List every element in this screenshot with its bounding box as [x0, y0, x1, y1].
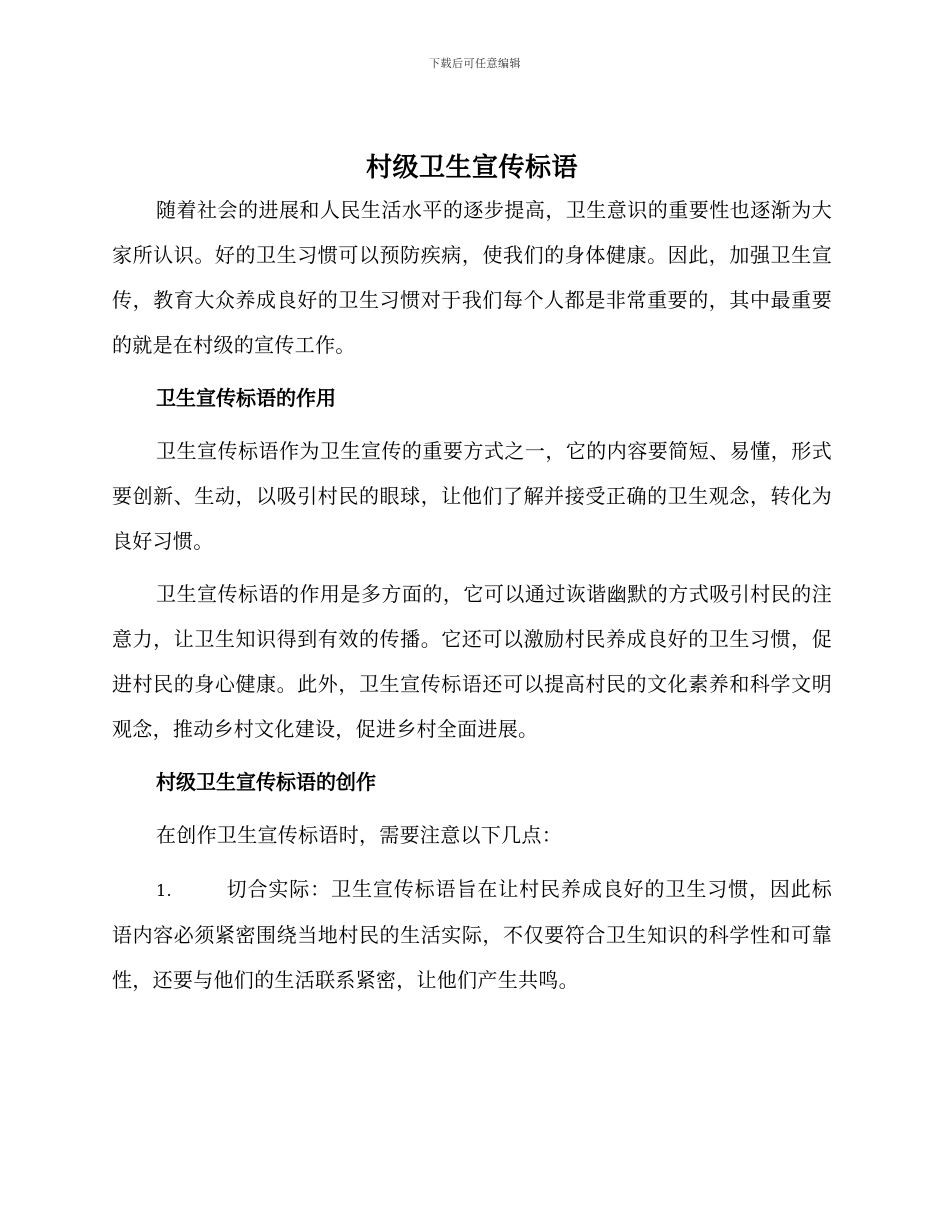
creation-intro-paragraph: 在创作卫生宣传标语时，需要注意以下几点：: [156, 823, 562, 847]
spacer: [112, 368, 832, 376]
section-heading-role: 卫生宣传标语的作用: [156, 386, 336, 410]
spacer: [112, 752, 832, 760]
spacer: [112, 421, 832, 429]
list-item: [112, 867, 832, 1003]
list-item-text: 切合实际：卫生宣传标语旨在让村民养成良好的卫生习惯，因此标语内容必须紧密围绕当地村民的生活实际，不仅要符合卫生知识的科学性和可靠性，还要与他们的生活联系紧密，让他们产生共鸣。: [112, 877, 832, 992]
spacer: [112, 805, 832, 813]
intro-paragraph: 随着社会的进展和人民生活水平的逐步提高，卫生意识的重要性也逐渐为大家所认识。好的卫生习惯可以预防疾病，使我们的身体健康。因此，加强卫生宣传，教育大众养成良好的卫生习惯对于我们每个人都是非常重要的，其中最重要的就是在村级的宣传工作。: [112, 198, 832, 357]
list-item-number: 1.: [156, 881, 172, 900]
role-paragraph-1: 卫生宣传标语作为卫生宣传的重要方式之一，它的内容要简短、易懂，形式要创新、生动，以吸引村民的眼球，让他们了解并接受正确的卫生观念，转化为良好习惯。: [112, 439, 832, 553]
spacer: [112, 564, 832, 572]
document-title: 村级卫生宣传标语: [365, 153, 578, 183]
header-note: 下载后可任意编辑: [429, 57, 521, 70]
role-paragraph-2: 卫生宣传标语的作用是多方面的，它可以通过诙谐幽默的方式吸引村民的注意力，让卫生知识得到有效的传播。它还可以激励村民养成良好的卫生习惯，促进村民的身心健康。此外，卫生宣传标语还可以提高村民的文化素养和科学文明观念，推动乡村文化建设，促进乡村全面进展。: [112, 582, 832, 741]
spacer: [112, 858, 832, 867]
document-body: [112, 148, 832, 1003]
section-heading-creation: 村级卫生宣传标语的创作: [156, 770, 376, 794]
